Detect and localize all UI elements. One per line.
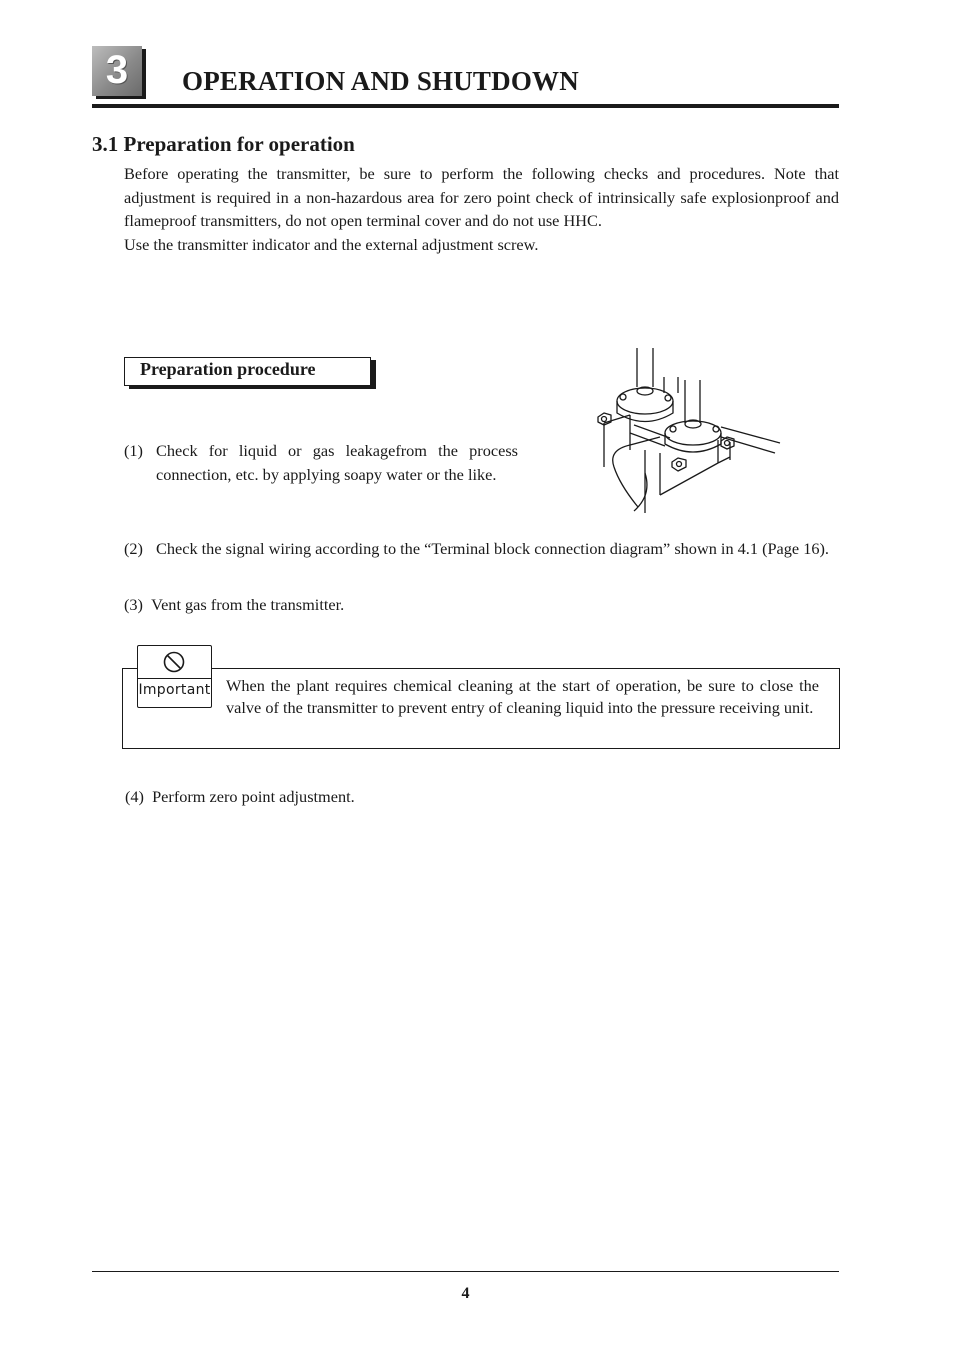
chapter-rule: [92, 104, 839, 108]
process-connection-illustration: [590, 345, 790, 517]
step-1: [124, 439, 518, 486]
step-4: [125, 785, 355, 809]
prohibition-icon: [163, 651, 185, 673]
important-label: Important: [138, 682, 211, 698]
footer-rule: [92, 1271, 839, 1272]
intro-paragraph-line2: Use the transmitter indicator and the external adjustment screw.: [124, 235, 539, 254]
step-2: [124, 537, 839, 561]
procedure-heading-box: [124, 357, 371, 386]
step-text: Check the signal wiring according to the “Terminal block connection diagram” shown in 4.1 (Page 16).: [156, 539, 829, 558]
chapter-title: OPERATION AND SHUTDOWN: [182, 66, 579, 96]
step-3: [124, 593, 344, 617]
step-number: (4): [125, 787, 144, 806]
step-text: Vent gas from the transmitter.: [151, 595, 345, 614]
section-title: 3.1 Preparation for operation: [92, 132, 355, 156]
important-note-text: When the plant requires chemical cleaning at the start of operation, be sure to close the valve of the transmitter to prevent entry of cleaning liquid into the pressure receiving unit.: [226, 676, 819, 717]
step-number: (2): [124, 539, 143, 558]
step-text: Perform zero point adjustment.: [152, 787, 355, 806]
badge-divider: [138, 678, 211, 679]
step-text: Check for liquid or gas leakagefrom the process connection, etc. by applying soapy water or the like.: [156, 441, 518, 484]
important-badge: [137, 645, 212, 708]
step-number: (1): [124, 441, 143, 460]
procedure-heading: Preparation procedure: [140, 359, 316, 379]
chapter-number-badge: [92, 46, 142, 96]
chapter-number: 3: [105, 48, 129, 92]
step-number: (3): [124, 595, 143, 614]
page-number: 4: [461, 1285, 470, 1302]
intro-paragraph: Before operating the transmitter, be sure to perform the following checks and procedures. Note that adjustment is required in a non-hazardous area for zero point check of intrinsically safe explosionproof and flameproof transmitters, do not open terminal cover and do not use HHC.: [124, 164, 839, 231]
